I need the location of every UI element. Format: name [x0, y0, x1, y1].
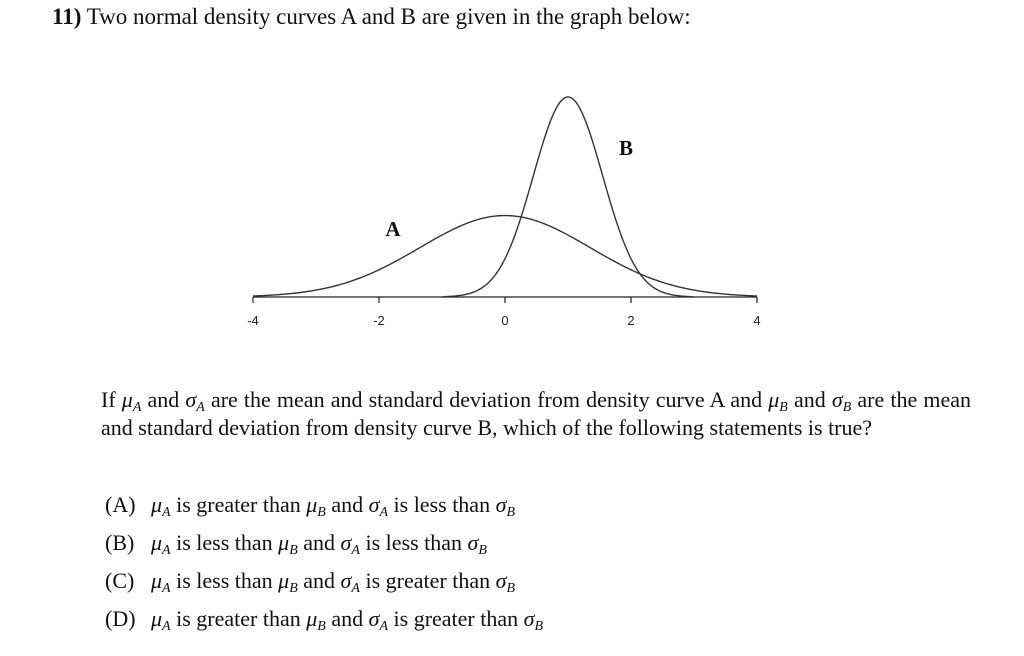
x-tick-label: 2	[627, 313, 635, 328]
sigma-symbol	[495, 492, 515, 520]
subscript: A	[379, 505, 389, 520]
mu-symbol	[151, 568, 171, 596]
subscript: A	[351, 543, 360, 558]
subscript: B	[842, 400, 852, 415]
choice-a[interactable]	[105, 490, 543, 528]
sigma-symbol	[368, 606, 389, 634]
mu-glyph: μ	[768, 387, 780, 412]
mu-symbol	[121, 387, 142, 415]
subscript: B	[779, 400, 788, 415]
sigma-glyph: σ	[368, 492, 380, 517]
subscript: B	[317, 619, 326, 634]
sigma-glyph: σ	[368, 606, 380, 631]
paragraph-text: and	[141, 387, 186, 412]
paragraph-text: are the mean and standard deviation from density curve B, which of the following statements is true?	[101, 387, 972, 440]
relation-text: is greater than	[359, 568, 496, 593]
relation-text: is greater than	[388, 606, 524, 631]
choice-b[interactable]	[105, 528, 543, 566]
subscript: A	[162, 581, 171, 596]
sigma-symbol	[185, 387, 205, 415]
subscript: B	[478, 543, 487, 558]
curve-b	[443, 97, 692, 297]
x-tick-label: 4	[753, 313, 761, 328]
sigma-glyph: σ	[831, 387, 843, 412]
mu-glyph: μ	[306, 606, 318, 631]
conjunction-text: and	[297, 568, 341, 593]
sigma-symbol	[467, 530, 487, 558]
sigma-glyph: σ	[495, 492, 507, 517]
relation-text: is less than	[359, 530, 468, 555]
subscript: A	[196, 400, 205, 415]
choice-d[interactable]	[105, 604, 543, 642]
sigma-symbol	[523, 606, 544, 634]
mu-glyph: μ	[306, 492, 318, 517]
subscript: B	[506, 505, 515, 520]
x-tick-label: 0	[501, 313, 509, 328]
sigma-glyph: σ	[340, 530, 352, 555]
paragraph-text: and	[787, 387, 832, 412]
relation-text: is greater than	[170, 606, 307, 631]
mu-glyph: μ	[151, 492, 163, 517]
mu-glyph: μ	[278, 530, 290, 555]
subscript: B	[506, 581, 515, 596]
sigma-glyph: σ	[495, 568, 507, 593]
mu-glyph: μ	[278, 568, 290, 593]
sigma-glyph: σ	[340, 568, 352, 593]
subscript: B	[289, 543, 298, 558]
mu-glyph: μ	[151, 530, 163, 555]
choice-letter: (D)	[105, 606, 136, 631]
mu-symbol	[306, 492, 326, 520]
relation-text: is less than	[170, 530, 279, 555]
choice-c[interactable]	[105, 566, 543, 604]
sigma-glyph: σ	[185, 387, 197, 412]
sigma-symbol	[368, 492, 389, 520]
sigma-glyph: σ	[523, 606, 535, 631]
subscript: A	[351, 581, 360, 596]
subscript: B	[317, 505, 326, 520]
x-tick-label: -2	[373, 313, 385, 328]
relation-text: is greater than	[170, 492, 307, 517]
curve-b-label: B	[618, 136, 634, 160]
subscript: A	[162, 543, 171, 558]
paragraph-text: are the mean and standard deviation from density curve A and	[204, 387, 769, 412]
question-paragraph	[101, 386, 971, 442]
mu-symbol	[278, 568, 298, 596]
conjunction-text: and	[297, 530, 341, 555]
conjunction-text: and	[325, 492, 369, 517]
mu-symbol	[151, 606, 171, 634]
sigma-symbol	[495, 568, 515, 596]
relation-text: is less than	[170, 568, 279, 593]
mu-glyph: μ	[121, 387, 133, 412]
subscript: B	[289, 581, 298, 596]
subscript: A	[132, 400, 142, 415]
mu-symbol	[151, 530, 171, 558]
sigma-glyph: σ	[467, 530, 479, 555]
curve-a-label: A	[385, 217, 401, 241]
subscript: A	[379, 619, 389, 634]
mu-glyph: μ	[151, 568, 163, 593]
subscript: A	[162, 505, 171, 520]
mu-symbol	[151, 492, 171, 520]
subscript: A	[162, 619, 171, 634]
mu-symbol	[306, 606, 326, 634]
mu-symbol	[768, 387, 788, 415]
subscript: B	[534, 619, 544, 634]
question-number: 11)	[52, 4, 82, 29]
answer-choices	[105, 490, 543, 642]
choice-letter: (C)	[105, 568, 135, 593]
sigma-symbol	[340, 530, 360, 558]
mu-glyph: μ	[151, 606, 163, 631]
x-tick-label: -4	[247, 313, 259, 328]
curve-a	[253, 216, 757, 296]
choice-letter: (B)	[105, 530, 135, 555]
paragraph-text: If	[101, 387, 122, 412]
sigma-symbol	[340, 568, 360, 596]
choice-letter: (A)	[105, 492, 136, 517]
mu-symbol	[278, 530, 298, 558]
relation-text: is less than	[388, 492, 496, 517]
sigma-symbol	[831, 387, 852, 415]
conjunction-text: and	[325, 606, 369, 631]
question-prompt: Two normal density curves A and B are given in the graph below:	[86, 4, 691, 29]
